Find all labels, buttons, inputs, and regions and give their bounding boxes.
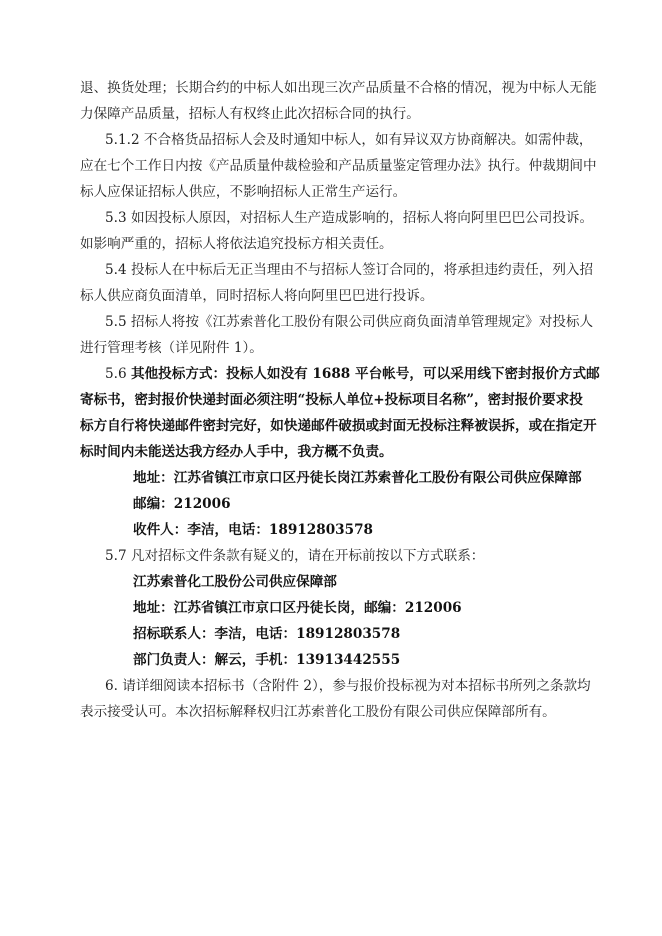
text-line [80, 78, 597, 98]
body-text: 5.1.2 不合格货品招标人会及时通知中标人，如有异议双方协商解决。如需仲裁， [105, 132, 593, 148]
text-line [133, 520, 580, 540]
text-line [105, 364, 600, 384]
text-line [80, 286, 580, 306]
text-line [133, 650, 580, 670]
bold-text: 江苏索普化工股份公司供应保障部 [133, 574, 337, 590]
text-line [105, 130, 593, 150]
text-line [80, 234, 580, 254]
text-line [133, 624, 580, 644]
body-text: 应在七个工作日内按《产品质量仲裁检验和产品质量鉴定管理办法》执行。仲裁期间中 [80, 158, 597, 174]
bold-text: 地址：江苏省镇江市京口区丹徒长岗江苏索普化工股份有限公司供应保障部 [133, 470, 582, 486]
bold-text: 其他投标方式：投标人如没有 1688 平台帐号，可以采用线下密封报价方式邮 [130, 366, 600, 382]
body-text: 5.7 凡对招标文件条款有疑义的，请在开标前按以下方式联系： [105, 548, 485, 564]
body-text: 标人供应商负面清单，同时招标人将向阿里巴巴进行投诉。 [80, 288, 434, 304]
bold-text: 地址：江苏省镇江市京口区丹徒长岗，邮编：212006 [133, 600, 462, 616]
body-text: 进行管理考核（详见附件 1）。 [80, 340, 263, 356]
bold-text: 寄标书，密封报价快递封面必须注明“投标人单位+投标项目名称”，密封报价要求投 [80, 392, 583, 408]
bold-text: 部门负责人：解云，手机：13913442555 [133, 652, 401, 668]
body-text: 退、换货处理；长期合约的中标人如出现三次产品质量不合格的情况，视为中标人无能 [80, 80, 597, 96]
text-line [105, 312, 594, 332]
text-line [80, 182, 580, 202]
body-text: 5.4 投标人在中标后无正当理由不与招标人签订合同的，将承担违约责任，列入招 [105, 262, 594, 278]
text-line [133, 494, 580, 514]
body-text: 表示接受认可。本次招标解释权归江苏索普化工股份有限公司供应保障部所有。 [80, 704, 556, 720]
body-text: 力保障产品质量，招标人有权终止此次招标合同的执行。 [80, 106, 420, 122]
body-text: 如影响严重的，招标人将依法追究投标方相关责任。 [80, 236, 393, 252]
text-line [80, 104, 580, 124]
text-line [80, 416, 597, 436]
text-line [105, 546, 580, 566]
body-text: 6. 请详细阅读本招标书（含附件 2），参与报价投标视为对本招标书所列之条款均 [105, 678, 591, 694]
text-line [80, 390, 583, 410]
body-text: 5.6 [105, 366, 131, 382]
bold-text: 邮编：212006 [133, 496, 231, 512]
bold-text: 收件人：李洁，电话：18912803578 [133, 522, 373, 538]
text-line [105, 260, 594, 280]
bold-text: 招标联系人：李洁，电话：18912803578 [133, 626, 401, 642]
bold-text: 标时间内未能送达我方经办人手中，我方概不负责。 [80, 444, 393, 460]
text-line [80, 702, 580, 722]
text-line [80, 338, 580, 358]
text-line [133, 598, 580, 618]
body-text: 标人应保证招标人供应，不影响招标人正常生产运行。 [80, 184, 407, 200]
text-line [133, 572, 580, 592]
body-text: 5.3 如因投标人原因，对招标人生产造成影响的，招标人将向阿里巴巴公司投诉。 [105, 210, 594, 226]
body-text: 5.5 招标人将按《江苏索普化工股份有限公司供应商负面清单管理规定》对投标人 [105, 314, 594, 330]
text-line [80, 442, 580, 462]
text-line [133, 468, 580, 488]
text-line [105, 676, 591, 696]
text-line [80, 156, 597, 176]
bold-text: 标方自行将快递邮件密封完好，如快递邮件破损或封面无投标注释被误拆，或在指定开 [80, 418, 597, 434]
text-line [105, 208, 594, 228]
